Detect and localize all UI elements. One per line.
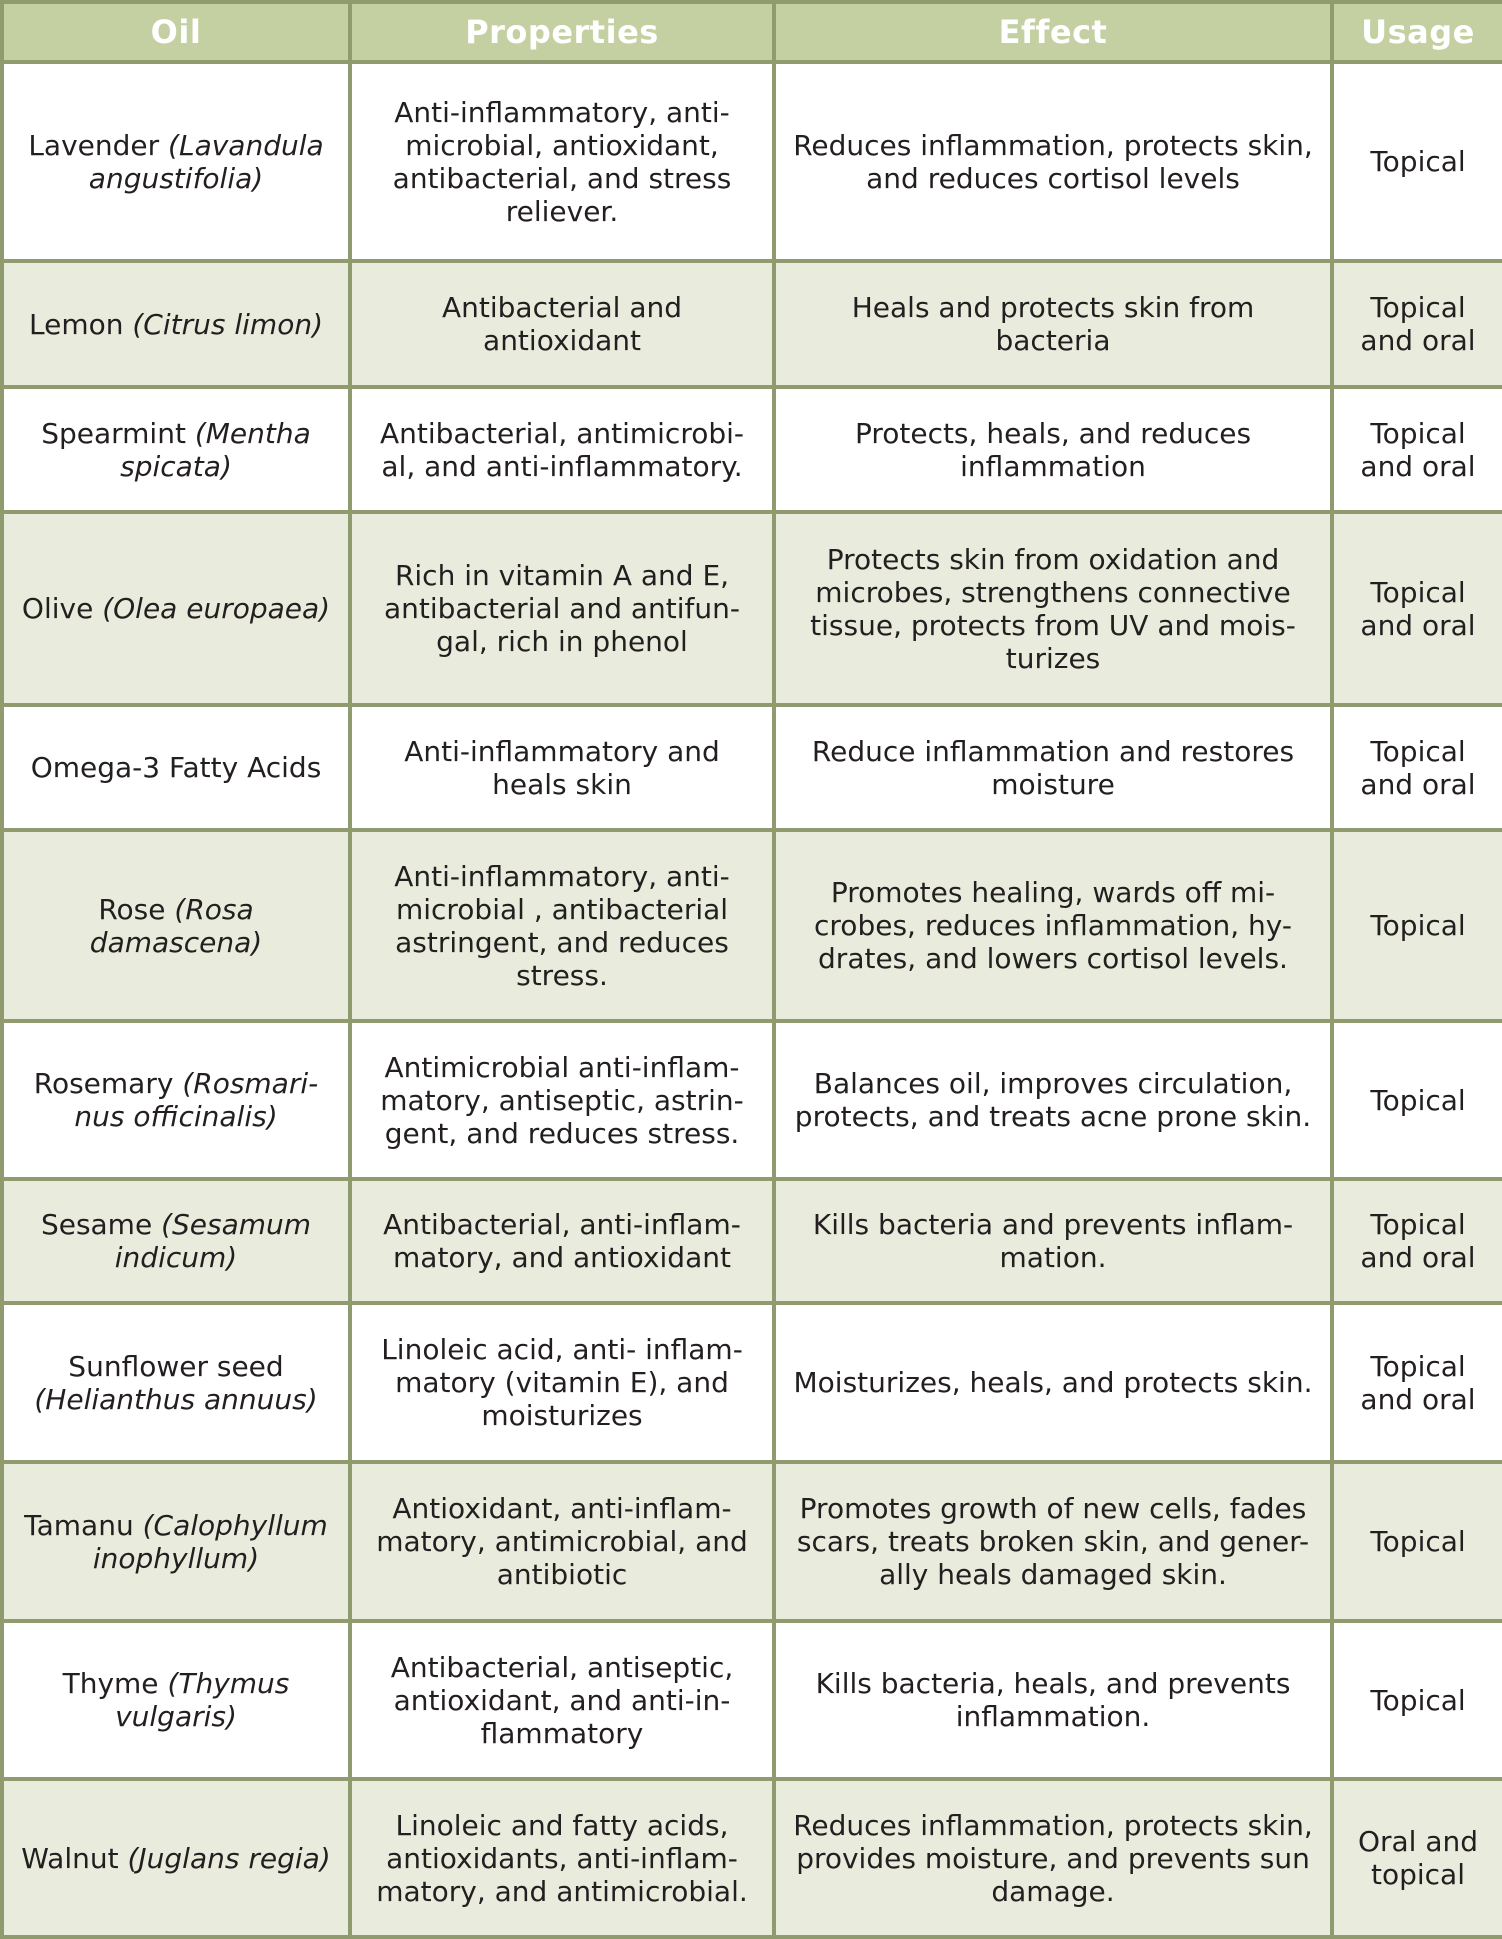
table-row [2,705,1502,830]
header-effect: Effect [774,2,1332,62]
effect-cell: Reduce inflammation and restores moisture [774,705,1332,830]
properties-cell: Anti-inflammatory, anti-microbial , antibacterial astringent, and reduces stress. [350,830,774,1021]
oil-name: Sesame [40,1208,162,1241]
properties-cell: Rich in vitamin A and E, antibacterial and antifun-gal, rich in phenol [350,512,774,705]
oil-name: Omega-3 Fatty Acids [30,751,322,784]
oil-cell [2,1179,350,1303]
table-row [2,1621,1502,1779]
usage-cell: Topical and oral [1332,512,1502,705]
usage-cell: Topical and oral [1332,1303,1502,1462]
oil-cell [2,830,350,1021]
oil-latin-name: (Rosa damascena) [89,892,263,959]
properties-cell: Linoleic acid, anti- inflam-matory (vitamin E), and moisturizes [350,1303,774,1462]
oil-latin-name: (Citrus limon) [132,307,323,341]
table-row [2,1179,1502,1303]
properties-cell: Antibacterial, antimicrobi-al, and anti-inflammatory. [350,387,774,512]
effect-cell: Heals and protects skin from bacteria [774,261,1332,387]
oil-latin-name: (Sesamum indicum) [114,1208,312,1274]
table-row [2,261,1502,387]
table-row [2,62,1502,261]
properties-cell: Antioxidant, anti-inflam-matory, antimicrobial, and antibiotic [350,1462,774,1621]
oil-cell [2,62,350,261]
effect-cell: Promotes healing, wards off mi-crobes, reduces inflammation, hy-drates, and lowers cortisol levels. [774,830,1332,1021]
oil-latin-name: (Juglans regia) [127,1841,331,1875]
effect-cell: Kills bacteria and prevents inflam-mation. [774,1179,1332,1303]
table-row [2,1779,1502,1937]
usage-cell: Topical [1332,1621,1502,1779]
oil-name: Sunflower seed [68,1349,284,1383]
properties-cell: Antibacterial and antioxidant [350,261,774,387]
oil-cell [2,261,350,387]
oil-cell [2,1303,350,1462]
oil-name: Thyme [62,1667,168,1700]
header-usage: Usage [1332,2,1502,62]
oil-latin-name: (Thymus vulgaris) [115,1667,290,1733]
oil-latin-name: (Lavandula angustifolia) [88,128,324,195]
oil-cell [2,1021,350,1179]
oil-name: Spearmint [41,416,195,450]
usage-cell: Topical and oral [1332,705,1502,830]
usage-cell: Topical and oral [1332,261,1502,387]
usage-cell: Oral and topical [1332,1779,1502,1937]
table-row [2,1303,1502,1462]
effect-cell: Moisturizes, heals, and protects skin. [774,1303,1332,1462]
oil-name: Rosemary [33,1067,183,1100]
table-row [2,830,1502,1021]
effect-cell: Reduces inflammation, protects skin, and reduces cortisol levels [774,62,1332,261]
effect-cell: Reduces inflammation, protects skin, provides moisture, and prevents sun damage. [774,1779,1332,1937]
usage-cell: Topical [1332,1462,1502,1621]
usage-cell: Topical [1332,830,1502,1021]
header-oil: Oil [2,2,350,62]
properties-cell: Antibacterial, antiseptic, antioxidant, and anti-in-flammatory [350,1621,774,1779]
oil-cell [2,1621,350,1779]
effect-cell: Promotes growth of new cells, fades scars, treats broken skin, and gener-ally heals damaged skin. [774,1462,1332,1621]
header-row [2,2,1502,62]
properties-cell: Anti-inflammatory, anti-microbial, antioxidant, antibacterial, and stress reliever. [350,62,774,261]
effect-cell: Kills bacteria, heals, and prevents inflammation. [774,1621,1332,1779]
oil-latin-name: (Mentha spicata) [120,416,311,483]
oil-cell [2,1779,350,1937]
usage-cell: Topical [1332,62,1502,261]
properties-cell: Linoleic and fatty acids, antioxidants, anti-inflam-matory, and antimicrobial. [350,1779,774,1937]
properties-cell: Antibacterial, anti-inflam-matory, and antioxidant [350,1179,774,1303]
oil-name: Olive [21,592,103,625]
table-row [2,512,1502,705]
usage-cell: Topical and oral [1332,1179,1502,1303]
effect-cell: Protects, heals, and reduces inflammation [774,387,1332,512]
oil-name: Rose [98,892,175,926]
table-row [2,387,1502,512]
table-row [2,1462,1502,1621]
oil-name: Walnut [21,1841,128,1875]
oil-latin-name: (Helianthus annuus) [34,1382,318,1416]
oil-latin-name: (Olea europaea) [102,592,331,625]
usage-cell: Topical and oral [1332,387,1502,512]
effect-cell: Balances oil, improves circulation, protects, and treats acne prone skin. [774,1021,1332,1179]
properties-cell: Antimicrobial anti-inflam-matory, antiseptic, astrin-gent, and reduces stress. [350,1021,774,1179]
properties-cell: Anti-inflammatory and heals skin [350,705,774,830]
oil-cell [2,387,350,512]
header-properties: Properties [350,2,774,62]
usage-cell: Topical [1332,1021,1502,1179]
effect-cell: Protects skin from oxidation and microbes, strengthens connective tissue, protects from UV and mois-turizes [774,512,1332,705]
oil-name: Tamanu [24,1508,143,1542]
oil-name: Lavender [28,128,169,162]
oil-latin-name: (Rosmari-nus officinalis) [74,1067,319,1133]
oil-cell [2,1462,350,1621]
oil-cell [2,512,350,705]
oil-cell [2,705,350,830]
oil-latin-name: (Calophyllum inophyllum) [92,1508,328,1575]
table-row [2,1021,1502,1179]
oil-name: Lemon [28,307,133,341]
